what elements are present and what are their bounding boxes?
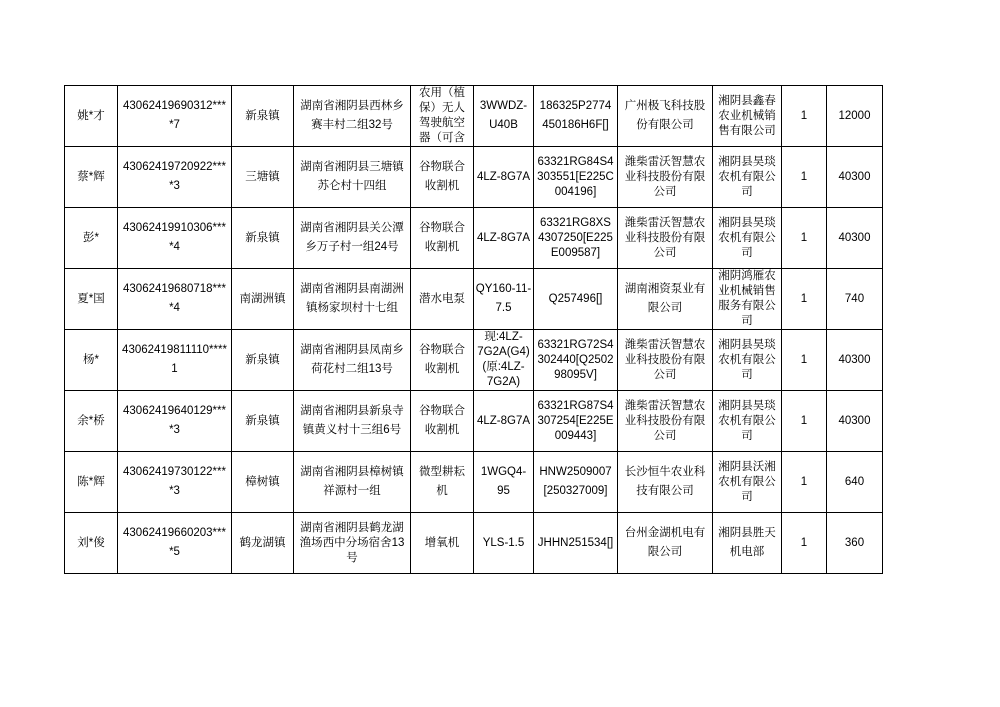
id-number-cell — [118, 147, 232, 208]
amount-cell — [827, 330, 883, 391]
manufacturer-cell-text: 湖南湘资泵业有限公司 — [624, 283, 706, 314]
quantity-cell — [782, 208, 827, 269]
table-body — [65, 86, 883, 574]
manufacturer-cell-text: 潍柴雷沃智慧农业科技股份有限公司 — [624, 216, 706, 259]
id-number-cell-text: 43062419690312****7 — [123, 100, 226, 131]
dealer-cell-text: 湘阴县昊琰农机有限公司 — [718, 399, 776, 442]
serial-number-cell-text: 63321RG87S4307254[E225E009443] — [537, 399, 614, 442]
id-number-cell — [118, 513, 232, 574]
machine-type-cell — [411, 391, 474, 452]
name-cell-text: 刘*俊 — [77, 536, 105, 549]
name-cell — [65, 513, 118, 574]
quantity-cell — [782, 269, 827, 330]
machine-type-cell — [411, 452, 474, 513]
quantity-cell-text: 1 — [800, 109, 808, 122]
amount-cell — [827, 269, 883, 330]
dealer-cell — [713, 86, 782, 147]
model-cell-text: 4LZ-8G7A — [476, 231, 531, 244]
dealer-cell — [713, 269, 782, 330]
town-cell-text: 新泉镇 — [245, 109, 280, 122]
quantity-cell-text: 1 — [800, 536, 808, 549]
quantity-cell-text: 1 — [800, 414, 808, 427]
serial-number-cell-text: HNW2509007[250327009] — [539, 466, 612, 497]
name-cell-text: 陈*辉 — [77, 475, 105, 488]
model-cell-text: YLS-1.5 — [482, 536, 525, 549]
amount-cell — [827, 513, 883, 574]
model-cell — [474, 147, 534, 208]
name-cell-text: 夏*国 — [77, 292, 105, 305]
machine-type-cell — [411, 330, 474, 391]
address-cell-text: 湖南省湘阴县樟树镇祥源村一组 — [300, 466, 404, 497]
id-number-cell-text: 43062419640129****3 — [123, 405, 226, 436]
machine-type-cell-text: 谷物联合收割机 — [419, 222, 465, 253]
manufacturer-cell-text: 广州极飞科技股份有限公司 — [624, 100, 706, 131]
table-row — [65, 330, 883, 391]
machine-type-cell — [411, 269, 474, 330]
name-cell-text: 杨* — [83, 353, 99, 366]
quantity-cell — [782, 147, 827, 208]
serial-number-cell-text: JHHN251534[] — [537, 536, 614, 549]
id-number-cell — [118, 86, 232, 147]
amount-cell-text: 640 — [844, 475, 865, 488]
amount-cell — [827, 147, 883, 208]
id-number-cell-text: 43062419730122****3 — [123, 466, 226, 497]
dealer-cell — [713, 208, 782, 269]
table-row — [65, 391, 883, 452]
manufacturer-cell — [618, 269, 713, 330]
amount-cell — [827, 86, 883, 147]
name-cell — [65, 269, 118, 330]
machine-type-cell-text: 谷物联合收割机 — [419, 405, 465, 436]
machine-type-cell — [411, 86, 474, 147]
serial-number-cell — [534, 330, 618, 391]
id-number-cell — [118, 330, 232, 391]
town-cell-text: 三塘镇 — [245, 170, 280, 183]
town-cell-text: 新泉镇 — [245, 353, 280, 366]
model-cell-text: 1WGQ4-95 — [480, 466, 527, 497]
name-cell-text: 余*桥 — [77, 414, 105, 427]
machine-type-cell — [411, 513, 474, 574]
serial-number-cell-text: 63321RG8XS4307250[E225E009587] — [538, 216, 613, 259]
id-number-cell — [118, 208, 232, 269]
model-cell-text: 4LZ-8G7A — [476, 414, 531, 427]
model-cell-text: 现:4LZ-7G2A(G4)(原:4LZ-7G2A) — [477, 331, 530, 388]
address-cell-text: 湖南省湘阴县关公潭乡万子村一组24号 — [300, 222, 404, 253]
model-cell — [474, 391, 534, 452]
serial-number-cell-text: 63321RG72S4302440[Q250298095V] — [537, 338, 614, 381]
id-number-cell-text: 43062419720922****3 — [123, 161, 226, 192]
serial-number-cell — [534, 513, 618, 574]
address-cell — [294, 391, 411, 452]
machine-type-cell-text: 增氧机 — [424, 536, 460, 549]
serial-number-cell — [534, 147, 618, 208]
model-cell — [474, 330, 534, 391]
address-cell — [294, 147, 411, 208]
table-row — [65, 513, 883, 574]
amount-cell-text: 740 — [844, 292, 865, 305]
address-cell-text: 湖南省湘阴县三塘镇苏仑村十四组 — [300, 161, 404, 192]
dealer-cell-text: 湘阴县昊琰农机有限公司 — [718, 338, 776, 381]
manufacturer-cell-text: 台州金湖机电有限公司 — [624, 527, 706, 558]
table-row — [65, 452, 883, 513]
address-cell — [294, 269, 411, 330]
id-number-cell-text: 43062419811110****1 — [122, 344, 227, 375]
manufacturer-cell-text: 潍柴雷沃智慧农业科技股份有限公司 — [624, 399, 706, 442]
town-cell-text: 新泉镇 — [245, 414, 280, 427]
amount-cell-text: 40300 — [838, 170, 871, 183]
quantity-cell — [782, 513, 827, 574]
quantity-cell-text: 1 — [800, 292, 808, 305]
dealer-cell-text: 湘阴县胜天机电部 — [718, 527, 776, 558]
serial-number-cell — [534, 391, 618, 452]
address-cell-text: 湖南省湘阴县新泉寺镇黄义村十三组6号 — [300, 405, 404, 436]
manufacturer-cell — [618, 513, 713, 574]
town-cell-text: 新泉镇 — [245, 231, 280, 244]
manufacturer-cell-text: 潍柴雷沃智慧农业科技股份有限公司 — [624, 338, 706, 381]
quantity-cell — [782, 452, 827, 513]
id-number-cell-text: 43062419910306****4 — [123, 222, 226, 253]
id-number-cell — [118, 269, 232, 330]
dealer-cell-text: 湘阴县沃湘农机有限公司 — [718, 460, 776, 503]
address-cell — [294, 330, 411, 391]
amount-cell-text: 40300 — [838, 353, 871, 366]
id-number-cell-text: 43062419660203****5 — [123, 527, 226, 558]
machine-type-cell — [411, 208, 474, 269]
manufacturer-cell-text: 长沙恒牛农业科技有限公司 — [624, 466, 706, 497]
address-cell — [294, 513, 411, 574]
dealer-cell — [713, 391, 782, 452]
name-cell-text: 姚*才 — [77, 109, 105, 122]
id-number-cell — [118, 391, 232, 452]
serial-number-cell-text: 63321RG84S4303551[E225C004196] — [537, 155, 614, 198]
dealer-cell — [713, 513, 782, 574]
manufacturer-cell — [618, 147, 713, 208]
model-cell — [474, 452, 534, 513]
id-number-cell — [118, 452, 232, 513]
dealer-cell — [713, 147, 782, 208]
table-row — [65, 86, 883, 147]
data-table — [64, 85, 883, 574]
serial-number-cell-text: 186325P2774450186H6F[] — [539, 100, 612, 131]
model-cell — [474, 208, 534, 269]
manufacturer-cell-text: 潍柴雷沃智慧农业科技股份有限公司 — [624, 155, 706, 198]
address-cell — [294, 208, 411, 269]
model-cell-text: 3WWDZ-U40B — [479, 100, 528, 131]
machine-type-cell-text: 谷物联合收割机 — [419, 161, 465, 192]
name-cell — [65, 147, 118, 208]
address-cell-text: 湖南省湘阴县西林乡赛丰村二组32号 — [300, 100, 404, 131]
town-cell — [232, 269, 294, 330]
address-cell-text: 湖南省湘阴县南湖洲镇杨家坝村十七组 — [300, 283, 404, 314]
amount-cell-text: 360 — [844, 536, 865, 549]
dealer-cell-text: 湘阴县昊琰农机有限公司 — [718, 155, 776, 198]
machine-type-cell — [411, 147, 474, 208]
machine-type-cell-text: 农用（植保）无人驾驶航空器（可含 — [419, 87, 465, 144]
address-cell-text: 湖南省湘阴县鹤龙湖渔场西中分场宿舍13号 — [299, 521, 405, 564]
manufacturer-cell — [618, 452, 713, 513]
manufacturer-cell — [618, 86, 713, 147]
quantity-cell-text: 1 — [800, 170, 808, 183]
town-cell — [232, 86, 294, 147]
machine-type-cell-text: 微型耕耘机 — [419, 466, 465, 497]
quantity-cell — [782, 391, 827, 452]
quantity-cell — [782, 330, 827, 391]
amount-cell — [827, 208, 883, 269]
name-cell — [65, 452, 118, 513]
dealer-cell — [713, 330, 782, 391]
quantity-cell — [782, 86, 827, 147]
dealer-cell-text: 湘阴县鑫春农业机械销售有限公司 — [718, 94, 776, 137]
address-cell — [294, 86, 411, 147]
town-cell — [232, 391, 294, 452]
quantity-cell-text: 1 — [800, 475, 808, 488]
model-cell — [474, 86, 534, 147]
amount-cell-text: 40300 — [838, 414, 871, 427]
machine-type-cell-text: 潜水电泵 — [419, 292, 465, 305]
table-row — [65, 147, 883, 208]
serial-number-cell — [534, 269, 618, 330]
amount-cell — [827, 452, 883, 513]
name-cell-text: 彭* — [83, 231, 99, 244]
town-cell — [232, 330, 294, 391]
name-cell — [65, 208, 118, 269]
town-cell-text: 南湖洲镇 — [239, 292, 286, 305]
dealer-cell-text: 湘阴鸿雁农业机械销售服务有限公司 — [718, 270, 776, 327]
model-cell-text: QY160-11-7.5 — [475, 283, 532, 314]
serial-number-cell-text: Q257496[] — [548, 292, 603, 305]
address-cell-text: 湖南省湘阴县凤南乡荷花村二组13号 — [300, 344, 404, 375]
dealer-cell-text: 湘阴县昊琰农机有限公司 — [718, 216, 776, 259]
town-cell — [232, 513, 294, 574]
machine-type-cell-text: 谷物联合收割机 — [419, 344, 465, 375]
amount-cell-text: 40300 — [838, 231, 871, 244]
model-cell — [474, 513, 534, 574]
town-cell-text: 鹤龙湖镇 — [239, 536, 286, 549]
name-cell — [65, 391, 118, 452]
town-cell-text: 樟树镇 — [245, 475, 280, 488]
manufacturer-cell — [618, 391, 713, 452]
manufacturer-cell — [618, 330, 713, 391]
amount-cell — [827, 391, 883, 452]
serial-number-cell — [534, 452, 618, 513]
name-cell — [65, 330, 118, 391]
town-cell — [232, 208, 294, 269]
town-cell — [232, 147, 294, 208]
quantity-cell-text: 1 — [800, 353, 808, 366]
serial-number-cell — [534, 86, 618, 147]
dealer-cell — [713, 452, 782, 513]
address-cell — [294, 452, 411, 513]
serial-number-cell — [534, 208, 618, 269]
name-cell — [65, 86, 118, 147]
town-cell — [232, 452, 294, 513]
id-number-cell-text: 43062419680718****4 — [123, 283, 226, 314]
quantity-cell-text: 1 — [800, 231, 808, 244]
name-cell-text: 蔡*辉 — [77, 170, 105, 183]
amount-cell-text: 12000 — [838, 109, 871, 122]
manufacturer-cell — [618, 208, 713, 269]
table-row — [65, 208, 883, 269]
table-row — [65, 269, 883, 330]
model-cell — [474, 269, 534, 330]
model-cell-text: 4LZ-8G7A — [476, 170, 531, 183]
